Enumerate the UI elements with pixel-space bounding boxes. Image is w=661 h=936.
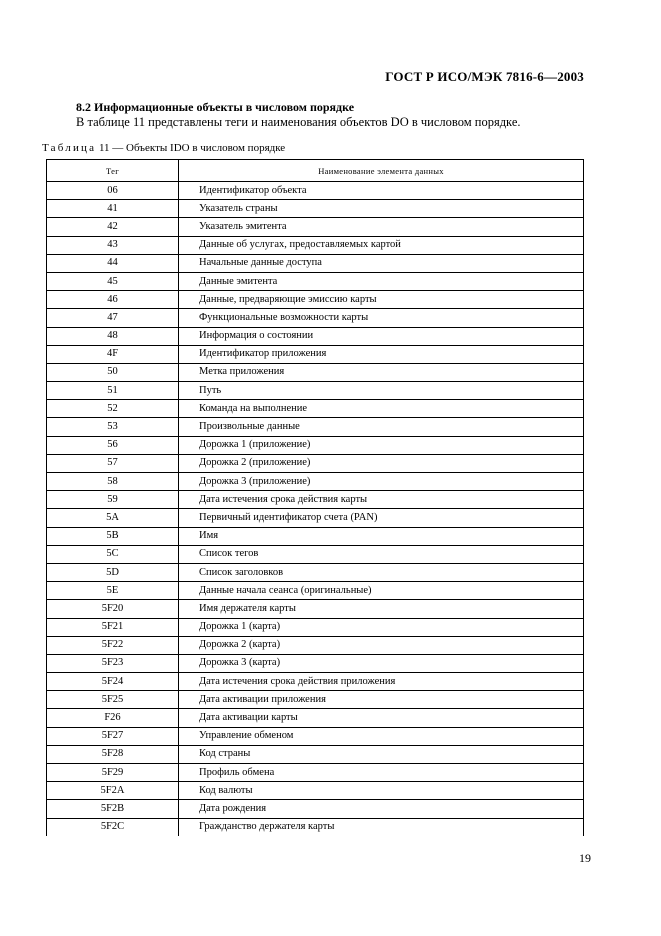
tag-cell: 48 [47, 327, 179, 345]
name-cell: Дорожка 3 (карта) [179, 654, 584, 672]
column-header-name: Наименование элемента данных [179, 160, 584, 182]
table-row [47, 600, 584, 618]
table-row [47, 618, 584, 636]
tag-cell: 41 [47, 200, 179, 218]
column-header-tag: Тег [47, 160, 179, 182]
name-cell: Список тегов [179, 545, 584, 563]
name-cell: Идентификатор объекта [179, 182, 584, 200]
table-row [47, 454, 584, 472]
table-header-row [47, 160, 584, 182]
table-row [47, 527, 584, 545]
name-cell: Код валюты [179, 782, 584, 800]
table-row [47, 327, 584, 345]
name-cell: Данные начала сеанса (оригинальные) [179, 582, 584, 600]
name-cell: Метка приложения [179, 363, 584, 381]
tag-cell: 5D [47, 563, 179, 581]
name-cell: Дата истечения срока действия карты [179, 491, 584, 509]
table-row [47, 473, 584, 491]
tag-cell: 59 [47, 491, 179, 509]
name-cell: Дорожка 1 (приложение) [179, 436, 584, 454]
tag-cell: 5B [47, 527, 179, 545]
table-row [47, 509, 584, 527]
tag-cell: 58 [47, 473, 179, 491]
name-cell: Дорожка 2 (приложение) [179, 454, 584, 472]
table-row [47, 418, 584, 436]
name-cell: Информация о состоянии [179, 327, 584, 345]
table-row [47, 436, 584, 454]
table-row [47, 382, 584, 400]
table-row [47, 691, 584, 709]
table-row [47, 491, 584, 509]
tag-cell: 5F20 [47, 600, 179, 618]
tag-cell: 5F27 [47, 727, 179, 745]
table-body [47, 182, 584, 836]
table-row [47, 673, 584, 691]
name-cell: Дата активации карты [179, 709, 584, 727]
table-row [47, 345, 584, 363]
table-row [47, 182, 584, 200]
name-cell: Имя [179, 527, 584, 545]
name-cell: Данные, предваряющие эмиссию карты [179, 291, 584, 309]
table-row [47, 764, 584, 782]
tag-cell: 5E [47, 582, 179, 600]
tag-cell: 52 [47, 400, 179, 418]
tag-cell: 43 [47, 236, 179, 254]
name-cell: Первичный идентификатор счета (PAN) [179, 509, 584, 527]
tag-cell: 53 [47, 418, 179, 436]
name-cell: Имя держателя карты [179, 600, 584, 618]
tag-cell: 42 [47, 218, 179, 236]
table-row [47, 782, 584, 800]
table-row [47, 636, 584, 654]
tag-cell: 5F24 [47, 673, 179, 691]
tag-cell: 5F2B [47, 800, 179, 818]
name-cell: Произвольные данные [179, 418, 584, 436]
name-cell: Путь [179, 382, 584, 400]
page-number: 19 [579, 851, 591, 865]
table-row [47, 800, 584, 818]
tag-cell: 47 [47, 309, 179, 327]
name-cell: Дата истечения срока действия приложения [179, 673, 584, 691]
table-row [47, 745, 584, 763]
table-row [47, 363, 584, 381]
table-row [47, 654, 584, 672]
tag-cell: 5F21 [47, 618, 179, 636]
tag-cell: 5A [47, 509, 179, 527]
table-caption-label: Таблица [42, 142, 97, 154]
tag-cell: 5F28 [47, 745, 179, 763]
table-row [47, 272, 584, 290]
table-row [47, 400, 584, 418]
tag-cell: 5F25 [47, 691, 179, 709]
name-cell: Дата активации приложения [179, 691, 584, 709]
tag-cell: 5C [47, 545, 179, 563]
tag-cell: 06 [47, 182, 179, 200]
name-cell: Указатель эмитента [179, 218, 584, 236]
tag-cell: 5F2C [47, 818, 179, 836]
table-row [47, 818, 584, 836]
name-cell: Код страны [179, 745, 584, 763]
tag-cell: 5F22 [47, 636, 179, 654]
table-row [47, 291, 584, 309]
name-cell: Команда на выполнение [179, 400, 584, 418]
table-row [47, 709, 584, 727]
name-cell: Дорожка 3 (приложение) [179, 473, 584, 491]
tag-cell: 5F23 [47, 654, 179, 672]
table-caption-text: 11 — Объекты IDO в числовом порядке [96, 142, 286, 154]
name-cell: Гражданство держателя карты [179, 818, 584, 836]
name-cell: Указатель страны [179, 200, 584, 218]
section-title: 8.2 Информационные объекты в числовом порядке [76, 100, 355, 114]
table-row [47, 727, 584, 745]
name-cell: Профиль обмена [179, 764, 584, 782]
table-row [47, 563, 584, 581]
table-row [47, 254, 584, 272]
ido-table [46, 159, 584, 836]
table-row [47, 545, 584, 563]
table-row [47, 218, 584, 236]
table-row [47, 236, 584, 254]
tag-cell: 50 [47, 363, 179, 381]
table-row [47, 309, 584, 327]
name-cell: Данные эмитента [179, 272, 584, 290]
tag-cell: 56 [47, 436, 179, 454]
tag-cell: 5F29 [47, 764, 179, 782]
tag-cell: 57 [47, 454, 179, 472]
tag-cell: 45 [47, 272, 179, 290]
name-cell: Список заголовков [179, 563, 584, 581]
section-intro: В таблице 11 представлены теги и наименования объектов DO в числовом порядке. [76, 115, 521, 129]
name-cell: Управление обменом [179, 727, 584, 745]
name-cell: Функциональные возможности карты [179, 309, 584, 327]
tag-cell: 5F2A [47, 782, 179, 800]
document-header: ГОСТ Р ИСО/МЭК 7816-6—2003 [385, 69, 584, 84]
tag-cell: 44 [47, 254, 179, 272]
table-row [47, 582, 584, 600]
name-cell: Идентификатор приложения [179, 345, 584, 363]
name-cell: Дорожка 1 (карта) [179, 618, 584, 636]
tag-cell: 4F [47, 345, 179, 363]
tag-cell: 46 [47, 291, 179, 309]
name-cell: Начальные данные доступа [179, 254, 584, 272]
table-row [47, 200, 584, 218]
name-cell: Дорожка 2 (карта) [179, 636, 584, 654]
name-cell: Дата рождения [179, 800, 584, 818]
tag-cell: 51 [47, 382, 179, 400]
name-cell: Данные об услугах, предоставляемых картой [179, 236, 584, 254]
tag-cell: F26 [47, 709, 179, 727]
table-caption [42, 142, 285, 154]
